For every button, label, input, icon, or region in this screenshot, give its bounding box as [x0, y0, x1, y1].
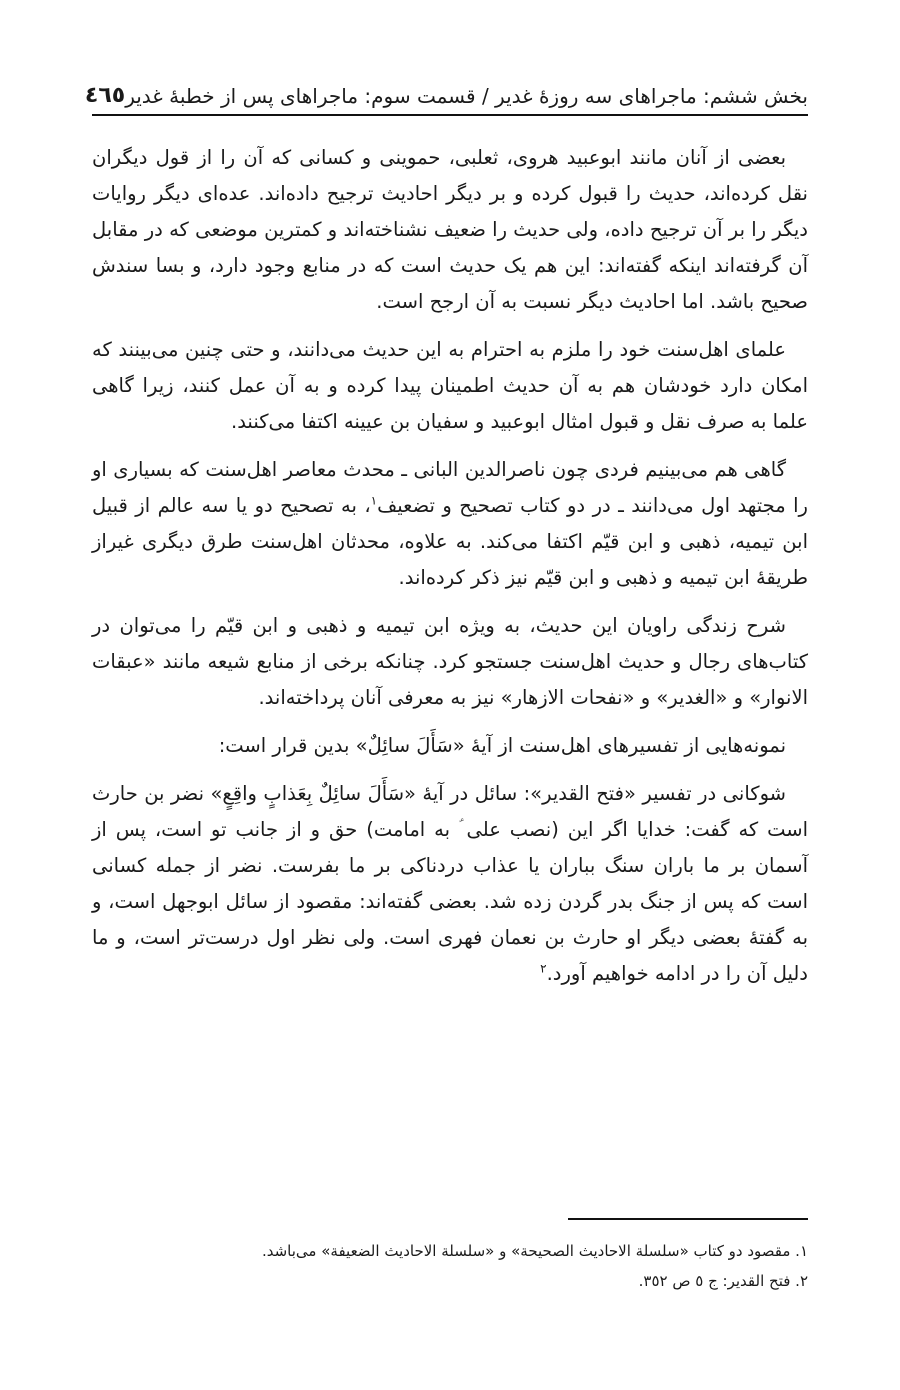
paragraph-3 — [92, 452, 808, 596]
running-header — [84, 70, 808, 110]
paragraph-6 — [92, 776, 808, 992]
paragraph-4: شرح زندگی راویان این حدیث، به ویژه ابن تیمیه و ذهبی و ابن قیّم را می‌توان در کتاب‌های رجال و حدیث اهل‌سنت جستجو کرد. چنانکه برخی از منابع شیعه مانند «عبقات الانوار» و «الغدیر» و «نفحات الازهار» نیز به معرفی آنان پرداخته‌اند. — [92, 614, 808, 709]
footnote-1: ١. مقصود دو کتاب «سلسلة الاحادیث الصحیحة» و «سلسلة الاحادیث الضعیفة» می‌باشد. — [261, 1242, 808, 1260]
body-text — [92, 140, 808, 1004]
header-title: بخش ششم: ماجراهای سه روزۀ غدیر / قسمت سوم: ماجراهای پس از خطبۀ غدیر — [125, 84, 808, 108]
paragraph-3-text-a: گاهی هم می‌بینیم فردی چون ناصرالدین البانی ـ محدث معاصر اهل‌سنت که بسیاری او را مجتهد اول می‌دانند ـ در دو کتاب تصحیح و تضعیف — [92, 458, 808, 517]
paragraph-3-text-b: ، به تصحیح دو یا سه عالم از قبیل ابن تیمیه، ذهبی و ابن قیّم اکتفا می‌کند. به علاوه، محدثان اهل‌سنت طرق دیگری غیراز طریقۀ ابن تیمیه و ذهبی و ابن قیّم نیز ذکر کرده‌اند. — [92, 494, 808, 589]
page-number: ٤٦٥ — [84, 83, 126, 108]
paragraph-1: بعضی از آنان مانند ابوعبید هروی، ثعلبی، حموینی و کسانی که آن را از قول دیگران نقل کرده‌اند، حدیث را قبول کرده و بر دیگر احادیث ترجیح داده‌اند. عده‌ای دیگر روایات دیگر را بر آن ترجیح داده، ولی حدیث را ضعیف نشناخته‌اند و کمترین موضعی که در مقابل آن گرفته‌اند اینکه گفته‌اند: این هم یک حدیث است که در منابع وجود دارد، و بسا سندش صحیح باشد. اما احادیث دیگر نسبت به آن ارجح است. — [92, 146, 808, 313]
paragraph-6-text: شوکانی در تفسیر «فتح القدیر»: سائل در آیۀ «سَأَلَ سائِلٌ بِعَذابٍ واقِعٍ» نضر بن حارث است که گفت: خدایا اگر این (نصب علی ؑ به امامت) حق و از جانب تو است، پس از آسمان بر ما باران سنگ بباران یا عذاب دردناکی بر ما بفرست. نضر از جمله کسانی است که پس از جنگ بدر گردن زده شد. بعضی گفته‌اند: مقصود از سائل ابوجهل است، و به گفتۀ بعضی دیگر او حارث بن نعمان فهری است. ولی نظر اول درست‌تر است، و ما دلیل آن را در ادامه خواهیم آورد. — [92, 782, 808, 985]
footnote-rule — [568, 1218, 808, 1220]
header-rule — [92, 114, 808, 116]
footnote-ref-2: ٢ — [540, 961, 547, 976]
footnote-2: ٢. فتح القدیر: ج ٥ ص ٣٥٢. — [638, 1272, 808, 1290]
footnote-ref-1: ١ — [370, 493, 378, 508]
footnotes — [92, 1236, 808, 1296]
book-page — [84, 0, 808, 1390]
paragraph-5: نمونه‌هایی از تفسیرهای اهل‌سنت از آیۀ «سَأَلَ سائِلٌ» بدین قرار است: — [218, 734, 786, 757]
paragraph-2: علمای اهل‌سنت خود را ملزم به احترام به این حدیث می‌دانند، و حتی چنین می‌بینند که امکان دارد خودشان هم به آن حدیث اطمینان پیدا کرده و به آن عمل کنند، زیرا گاهی علما به صرف نقل و قبول امثال ابوعبید و سفیان بن عیینه اکتفا می‌کنند. — [92, 338, 808, 433]
